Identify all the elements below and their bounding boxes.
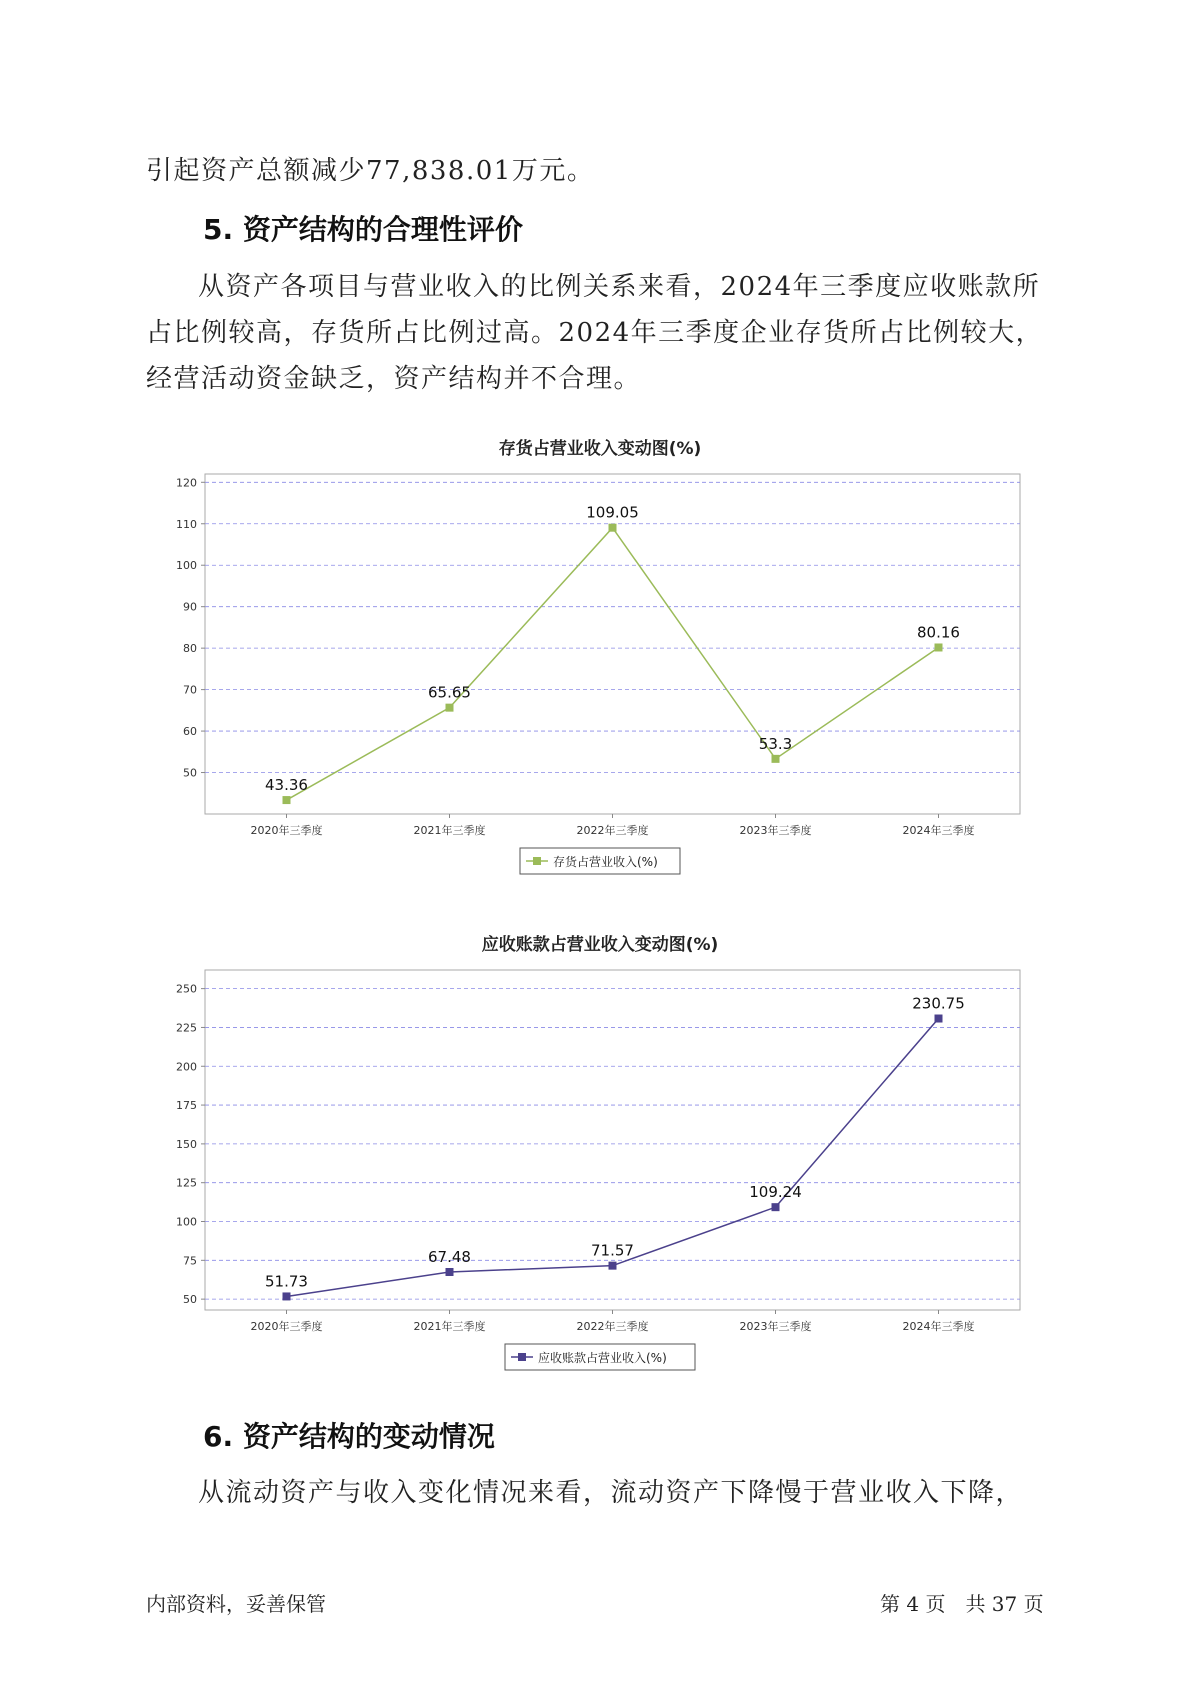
x-tick-label: 2024年三季度 <box>902 824 975 837</box>
section-heading-5: 5. 资产结构的合理性评价 <box>203 213 523 246</box>
paragraph-line: 从流动资产与收入变化情况来看，流动资产下降慢于营业收入下降， <box>198 1478 1024 1508</box>
chart-title: 存货占营业收入变动图(%) <box>498 439 702 459</box>
x-tick-label: 2022年三季度 <box>576 824 649 837</box>
inventory-ratio-chart <box>150 432 1050 882</box>
data-point <box>772 755 780 763</box>
data-point <box>935 643 943 651</box>
y-tick-label: 200 <box>176 1060 197 1074</box>
legend-label: 应收账款占营业收入(%) <box>538 1351 667 1365</box>
page-number: 第 4 页 共 37 页 <box>880 1592 1044 1616</box>
data-point <box>935 1015 943 1023</box>
x-tick-label: 2021年三季度 <box>413 1320 486 1333</box>
legend-marker <box>518 1353 526 1361</box>
footer-note: 内部资料，妥善保管 <box>146 1592 326 1616</box>
receivables-ratio-chart-svg <box>150 928 1050 1378</box>
section-heading-6: 6. 资产结构的变动情况 <box>203 1420 495 1453</box>
x-tick-label: 2022年三季度 <box>576 1320 649 1333</box>
y-tick-label: 225 <box>176 1021 197 1035</box>
data-label: 109.24 <box>749 1183 802 1202</box>
data-label: 71.57 <box>591 1241 634 1260</box>
y-tick-label: 250 <box>176 982 197 996</box>
data-point <box>446 1268 454 1276</box>
x-tick-label: 2024年三季度 <box>902 1320 975 1333</box>
y-tick-label: 100 <box>176 559 197 573</box>
data-point <box>283 1292 291 1300</box>
data-point <box>772 1203 780 1211</box>
data-label: 80.16 <box>917 623 960 642</box>
y-tick-label: 60 <box>183 725 197 739</box>
paragraph-line: 引起资产总额减少77,838.01万元。 <box>146 156 595 186</box>
inventory-ratio-chart-svg <box>150 432 1050 882</box>
y-tick-label: 90 <box>183 600 197 614</box>
data-point <box>446 704 454 712</box>
y-tick-label: 150 <box>176 1137 197 1151</box>
data-label: 65.65 <box>428 683 471 702</box>
x-tick-label: 2023年三季度 <box>739 824 812 837</box>
data-label: 43.36 <box>265 776 308 795</box>
data-label: 109.05 <box>586 503 639 522</box>
data-label: 67.48 <box>428 1247 471 1266</box>
x-tick-label: 2020年三季度 <box>250 824 323 837</box>
data-point <box>609 524 617 532</box>
y-tick-label: 50 <box>183 1293 197 1307</box>
legend-label: 存货占营业收入(%) <box>553 855 658 869</box>
y-tick-label: 75 <box>183 1254 197 1268</box>
legend-marker <box>533 857 541 865</box>
x-tick-label: 2021年三季度 <box>413 824 486 837</box>
x-tick-label: 2023年三季度 <box>739 1320 812 1333</box>
data-label: 51.73 <box>265 1272 308 1291</box>
y-tick-label: 125 <box>176 1176 197 1190</box>
y-tick-label: 110 <box>176 517 197 531</box>
data-point <box>283 796 291 804</box>
paragraph-line: 经营活动资金缺乏，资产结构并不合理。 <box>146 364 642 394</box>
y-tick-label: 120 <box>176 476 197 490</box>
data-label: 230.75 <box>912 994 965 1013</box>
y-tick-label: 80 <box>183 642 197 656</box>
data-point <box>609 1262 617 1270</box>
y-tick-label: 175 <box>176 1099 197 1113</box>
y-tick-label: 100 <box>176 1215 197 1229</box>
y-tick-label: 70 <box>183 683 197 697</box>
y-tick-label: 50 <box>183 766 197 780</box>
chart-title: 应收账款占营业收入变动图(%) <box>481 935 719 955</box>
paragraph-line: 从资产各项目与营业收入的比例关系来看，2024年三季度应收账款所 <box>198 272 1041 302</box>
paragraph-line: 占比例较高，存货所占比例过高。2024年三季度企业存货所占比例较大， <box>146 318 1044 348</box>
receivables-ratio-chart <box>150 928 1050 1378</box>
data-label: 53.3 <box>758 734 793 753</box>
x-tick-label: 2020年三季度 <box>250 1320 323 1333</box>
